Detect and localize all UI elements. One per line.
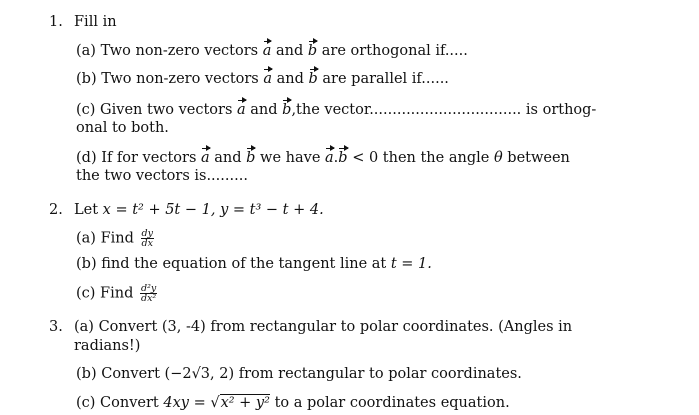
question-3c: (c) Convert 4xy = √x² + y² to a polar coordinates equation. — [76, 395, 510, 411]
question-2a: (a) Find $\frac{dy}{dx}$ — [76, 228, 153, 249]
vector-a: a — [325, 147, 334, 167]
question-3-number: 3. — [49, 319, 63, 335]
vector-b: b — [309, 68, 318, 88]
question-1-number: 1. — [49, 14, 63, 30]
derivative-fraction: $\frac{dy}{dx}$ — [141, 228, 153, 249]
question-2c: (c) Find $\frac{\text{d²y}}{\text{dx²}}$ — [76, 283, 157, 304]
question-1c: (c) Given two vectors a and b,the vector................................. is orthog- — [76, 99, 596, 119]
question-2b: (b) find the equation of the tangent line at t = 1. — [76, 256, 432, 272]
question-1c-continuation: onal to both. — [76, 120, 169, 136]
second-derivative-fraction: $\frac{\text{d²y}}{\text{dx²}}$ — [140, 283, 157, 304]
question-1b: (b) Two non-zero vectors a and b are parallel if...... — [76, 68, 449, 88]
vector-a: a — [263, 68, 272, 88]
vector-b: b — [282, 99, 291, 119]
vector-a: a — [237, 99, 246, 119]
question-3a-continuation: radians!) — [74, 338, 141, 354]
question-1a: (a) Two non-zero vectors a and b are orthogonal if..... — [76, 40, 468, 60]
vector-b: b — [246, 147, 255, 167]
square-root-icon: √ — [210, 395, 220, 411]
question-3a: (a) Convert (3, -4) from rectangular to polar coordinates. (Angles in — [74, 319, 573, 335]
question-1-title: Fill in — [74, 14, 117, 30]
question-3b: (b) Convert (−2√3, 2) from rectangular to polar coordinates. — [76, 366, 522, 382]
question-1d-continuation: the two vectors is......... — [76, 168, 248, 184]
vector-a: a — [201, 147, 210, 167]
question-2-number: 2. — [49, 202, 63, 218]
question-1d: (d) If for vectors a and b we have a.b < 0 then the angle θ between — [76, 147, 570, 167]
square-root-radicand: x² + y² — [220, 395, 270, 411]
vector-a: a — [263, 40, 272, 60]
vector-b: b — [308, 40, 317, 60]
vector-b: b — [338, 147, 347, 167]
theta-symbol: θ — [493, 150, 503, 166]
question-2-statement: Let x = t² + 5t − 1, y = t³ − t + 4. — [74, 202, 324, 218]
